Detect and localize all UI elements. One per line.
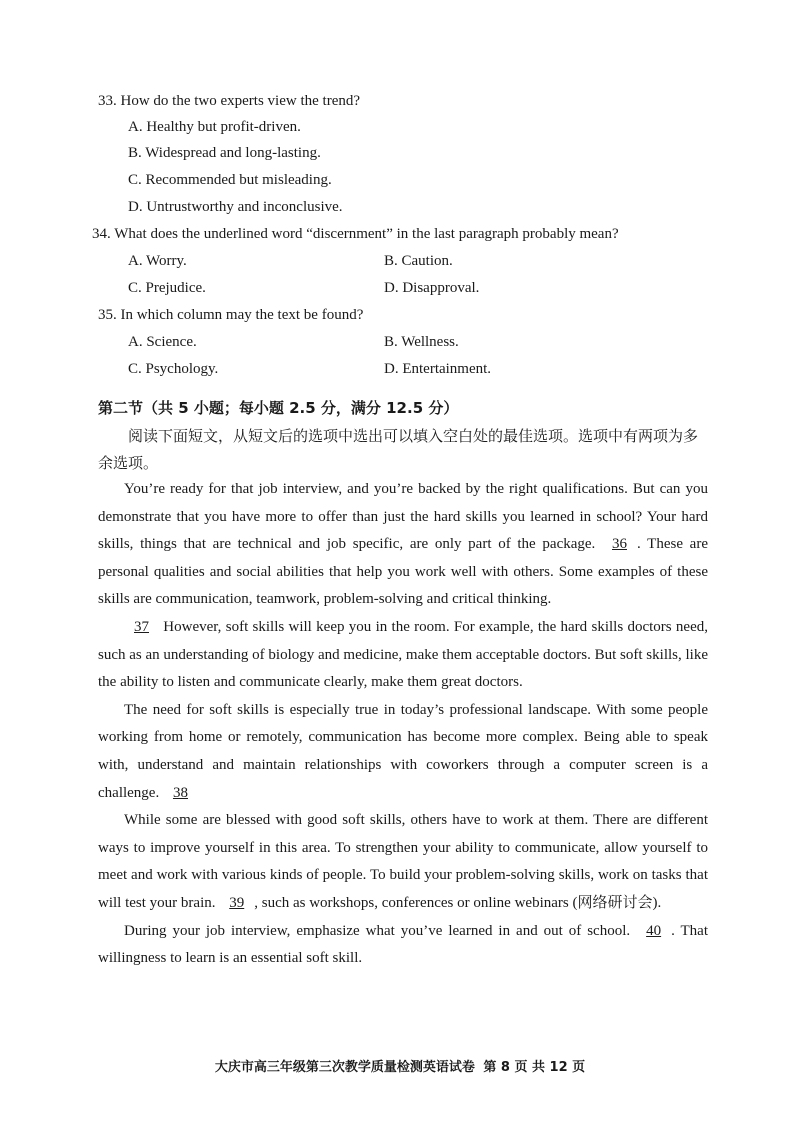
blank-37: 37	[134, 618, 149, 635]
blank-40: 40	[646, 922, 662, 939]
page-footer	[0, 1056, 800, 1075]
question-34-option-b: B. Caution.	[384, 253, 453, 269]
question-34-option-a: A. Worry.	[128, 253, 187, 269]
passage-paragraph-4	[98, 807, 708, 917]
passage-paragraph-5	[98, 918, 708, 973]
passage-text: While some are blessed with good soft skills, others have to work at them. There are different ways to improve yourself in this area. To strengthen your ability to communicate, allow yourself to meet and work with various kinds of people. To build your problem-solving skills, work on tasks that will test your brain.	[98, 812, 708, 911]
blank-38: 38	[172, 784, 188, 801]
question-34-option-d: D. Disapproval.	[384, 280, 480, 296]
blank-36: 36	[612, 536, 627, 553]
question-35-option-c: C. Psychology.	[128, 361, 219, 377]
question-35-stem: 35. In which column may the text be found?	[98, 307, 364, 323]
question-33-option-c: C. Recommended but misleading.	[128, 172, 332, 188]
page-number: 第 8 页 共 12 页	[483, 1060, 586, 1075]
passage-text: The need for soft skills is especially true in today’s professional landscape. With some people working from home or remotely, communication has become more complex. Being able to speak with, understand and maintain relationships with coworkers through a computer screen is a challenge.	[98, 701, 708, 801]
blank-39: 39	[229, 894, 245, 911]
question-34-option-c: C. Prejudice.	[128, 280, 206, 296]
question-33-option-a: A. Healthy but profit-driven.	[128, 119, 301, 135]
passage-text: You’re ready for that job interview, and you’re backed by the right qualifications. But can you demonstrate that you have more to offer than just the hard skills you learned in school? Your hard skills, things that are technical and job specific, are only part of the package.	[98, 481, 708, 553]
question-35-option-b: B. Wellness.	[384, 334, 459, 350]
question-33-option-d: D. Untrustworthy and inconclusive.	[128, 199, 343, 215]
passage-text: . That willingness to learn is an essential soft skill.	[98, 922, 709, 967]
passage-text: , such as workshops, conferences or online webinars (网络研讨会).	[254, 894, 662, 911]
question-34-stem: 34. What does the underlined word “discernment” in the last paragraph probably mean?	[92, 226, 619, 242]
exam-name: 大庆市高三年级第三次教学质量检测英语试卷	[214, 1060, 475, 1075]
question-33-stem: 33. How do the two experts view the trend?	[98, 93, 361, 109]
question-33-option-b: B. Widespread and long-lasting.	[128, 145, 321, 161]
passage-text: However, soft skills will keep you in the room. For example, the hard skills doctors need, such as an understanding of biology and medicine, make them acceptable doctors. But soft skills, like the ability to listen and communicate clearly, make them great doctors.	[98, 618, 708, 691]
passage-text: During your job interview, emphasize what you’ve learned in and out of school.	[124, 922, 631, 939]
passage-paragraph-2	[98, 614, 708, 697]
passage-paragraph-3	[98, 697, 708, 807]
reading-passage	[98, 476, 708, 973]
section-title: 第二节（共 5 小题；每小题 2.5 分，满分 12.5 分）	[98, 399, 459, 417]
question-35-option-d: D. Entertainment.	[384, 361, 492, 377]
question-35-option-a: A. Science.	[128, 334, 197, 350]
section-instructions: 阅读下面短文，从短文后的选项中选出可以填入空白处的最佳选项。选项中有两项为多余选项。	[98, 427, 699, 472]
passage-paragraph-1	[98, 476, 708, 614]
passage-text: . These are personal qualities and social abilities that help you work well with others. Some examples of these skills are communication, teamwork, problem-solving and critical thinking.	[98, 536, 708, 608]
